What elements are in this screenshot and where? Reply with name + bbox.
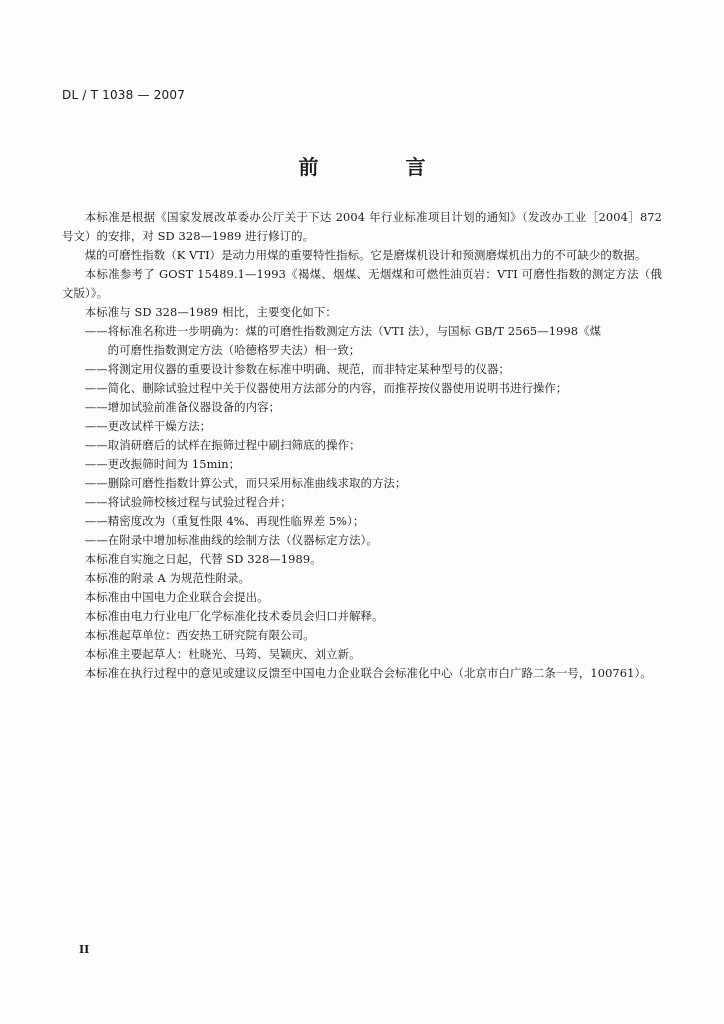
page-number: II: [79, 943, 90, 956]
foreword-body: [62, 208, 662, 683]
standard-code-header: DL / T 1038 — 2007: [62, 88, 186, 102]
change-list-item: ——删除可磨性指数计算公式，而只采用标准曲线求取的方法；: [84, 476, 407, 490]
change-list-item: ——取消研磨后的试样在振筛过程中刷扫筛底的操作；: [84, 438, 361, 452]
change-list-item: ——将标准名称进一步明确为：煤的可磨性指数测定方法（VTI 法），与国标 GB/T 2565—1998《煤: [84, 324, 602, 338]
paragraph: 本标准自实施之日起，代替 SD 328—1989。: [84, 552, 322, 566]
change-list-item: ——将试验筛校核过程与试验过程合并；: [84, 495, 292, 509]
paragraph: 本标准与 SD 328—1989 相比，主要变化如下：: [84, 305, 337, 319]
paragraph: 煤的可磨性指数（K VTI）是动力用煤的重要特性指标。它是磨煤机设计和预测磨煤机出力的不可缺少的数据。: [84, 248, 647, 262]
paragraph: 本标准在执行过程中的意见或建议反馈至中国电力企业联合会标准化中心（北京市白广路二条一号，100761）。: [84, 666, 652, 680]
paragraph: 本标准参考了 GOST 15489.1—1993《褐煤、烟煤、无烟煤和可燃性油页岩：VTI 可磨性指数的测定方法（俄文版）》。: [62, 267, 662, 300]
change-list-item: ——在附录中增加标准曲线的绘制方法（仪器标定方法）。: [84, 533, 378, 547]
change-list-item: ——精密度改为（重复性限 4%、再现性临界差 5%）；: [84, 514, 365, 528]
change-list-item: ——更改试样干燥方法；: [84, 419, 212, 433]
change-list-item-continuation: 的可磨性指数测定方法（哈德格罗夫法）相一致；: [107, 343, 361, 357]
change-list-item: ——简化、删除试验过程中关于仪器使用方法部分的内容，而推荐按仪器使用说明书进行操作；: [84, 381, 568, 395]
page-title: 前 言: [298, 155, 466, 179]
change-list-item: ——更改振筛时间为 15min；: [84, 457, 241, 471]
paragraph: 本标准的附录 A 为规范性附录。: [84, 571, 250, 585]
change-list-item: ——将测定用仪器的重要设计参数在标准中明确、规范，而非特定某种型号的仪器；: [84, 362, 510, 376]
paragraph: 本标准起草单位：西安热工研究院有限公司。: [84, 628, 315, 642]
paragraph: 本标准主要起草人：杜晓光、马筠、吴颖庆、刘立新。: [84, 647, 361, 661]
paragraph: 本标准由电力行业电厂化学标准化技术委员会归口并解释。: [84, 609, 384, 623]
paragraph: 本标准是根据《国家发展改革委办公厅关于下达 2004 年行业标准项目计划的通知》（发改办工业［2004］872 号文）的安排，对 SD 328—1989 进行修订的。: [62, 210, 662, 243]
paragraph: 本标准由中国电力企业联合会提出。: [84, 590, 269, 604]
change-list-item: ——增加试验前准备仪器设备的内容；: [84, 400, 281, 414]
